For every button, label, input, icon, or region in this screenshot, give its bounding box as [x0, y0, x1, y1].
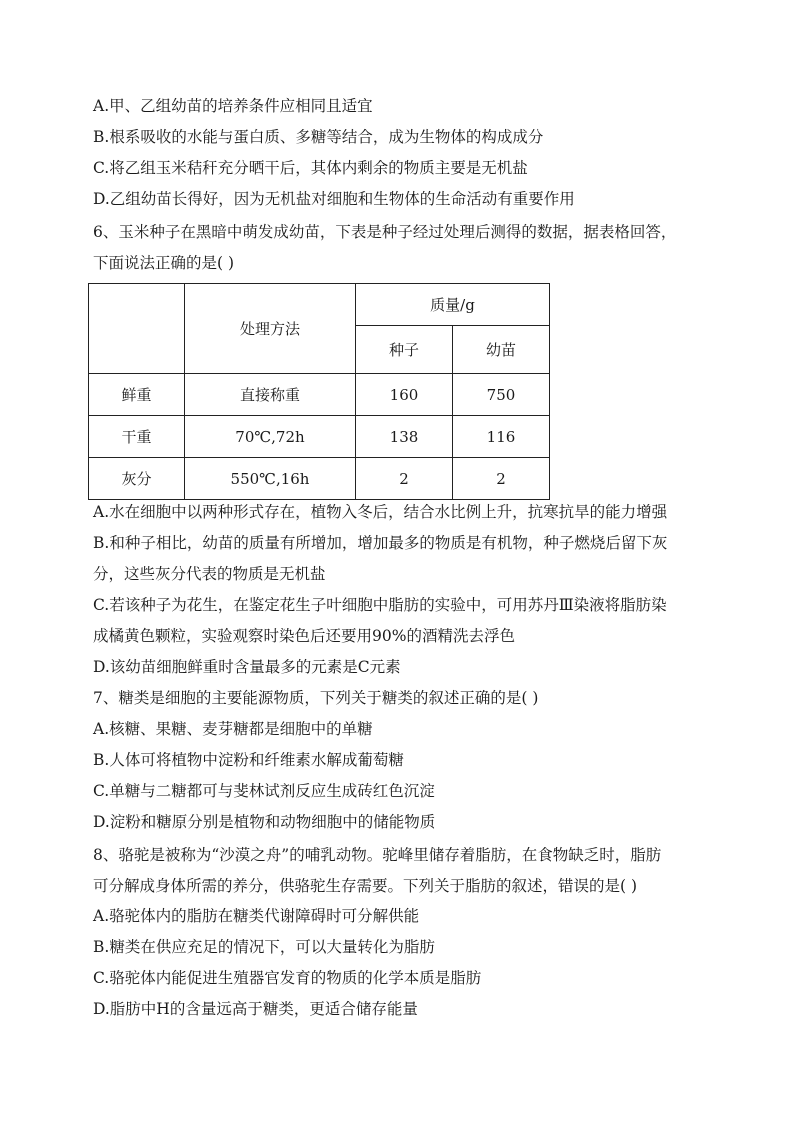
- q8-option-d: D.脂肪中H的含量远高于糖类，更适合储存能量: [93, 1000, 418, 1018]
- row-seed-value: 138: [356, 416, 453, 458]
- q6-option-a: A.水在细胞中以两种形式存在，植物入冬后，结合水比例上升，抗寒抗旱的能力增强: [93, 503, 668, 521]
- row-method: 70℃,72h: [185, 416, 356, 458]
- table-row: [89, 374, 550, 416]
- q6-option-c-cont: 成橘黄色颗粒，实验观察时染色后还要用90%的酒精洗去浮色: [93, 627, 515, 645]
- q6-option-d: D.该幼苗细胞鲜重时含量最多的元素是C元素: [93, 658, 401, 676]
- row-method: 550℃,16h: [185, 458, 356, 500]
- q7-option-a: A.核糖、果糖、麦芽糖都是细胞中的单糖: [93, 720, 373, 738]
- q8-option-a: A.骆驼体内的脂肪在糖类代谢障碍时可分解供能: [93, 907, 420, 925]
- q7-option-c: C.单糖与二糖都可与斐林试剂反应生成砖红色沉淀: [93, 782, 435, 800]
- row-label: 干重: [89, 416, 185, 458]
- q5-option-c: C.将乙组玉米秸秆充分晒干后，其体内剩余的物质主要是无机盐: [93, 159, 528, 177]
- table-row: [89, 416, 550, 458]
- seedling-header: 幼苗: [453, 326, 550, 374]
- q6-stem-line2: 下面说法正确的是( ): [93, 254, 235, 272]
- q6-data-table: [88, 283, 550, 500]
- table-row: [89, 458, 550, 500]
- q8-option-c: C.骆驼体内能促进生殖器官发育的物质的化学本质是脂肪: [93, 969, 482, 987]
- row-label: 灰分: [89, 458, 185, 500]
- q5-option-b: B.根系吸收的水能与蛋白质、多糖等结合，成为生物体的构成成分: [93, 128, 544, 146]
- q5-option-d: D.乙组幼苗长得好，因为无机盐对细胞和生物体的生命活动有重要作用: [93, 190, 575, 208]
- row-seed-value: 160: [356, 374, 453, 416]
- q7-option-b: B.人体可将植物中淀粉和纤维素水解成葡萄糖: [93, 751, 404, 769]
- row-label: 鲜重: [89, 374, 185, 416]
- q7-option-d: D.淀粉和糖原分别是植物和动物细胞中的储能物质: [93, 813, 436, 831]
- q8-stem-line1: 8、骆驼是被称为“沙漠之舟”的哺乳动物。驼峰里储存着脂肪，在食物缺乏时，脂肪: [93, 846, 662, 864]
- q6-option-c: C.若该种子为花生，在鉴定花生子叶细胞中脂肪的实验中，可用苏丹Ⅲ染液将脂肪染: [93, 596, 667, 614]
- row-seedling-value: 2: [453, 458, 550, 500]
- q6-option-b: B.和种子相比，幼苗的质量有所增加，增加最多的物质是有机物，种子燃烧后留下灰: [93, 534, 668, 552]
- row-seedling-value: 116: [453, 416, 550, 458]
- table-corner-cell: [89, 284, 185, 374]
- q6-option-b-cont: 分，这些灰分代表的物质是无机盐: [93, 565, 326, 583]
- row-seedling-value: 750: [453, 374, 550, 416]
- row-method: 直接称重: [185, 374, 356, 416]
- mass-header: 质量/g: [356, 284, 550, 326]
- q7-stem: 7、糖类是细胞的主要能源物质，下列关于糖类的叙述正确的是( ): [93, 689, 539, 707]
- row-seed-value: 2: [356, 458, 453, 500]
- q8-option-b: B.糖类在供应充足的情况下，可以大量转化为脂肪: [93, 938, 435, 956]
- q6-stem-line1: 6、玉米种子在黑暗中萌发成幼苗，下表是种子经过处理后测得的数据，据表格回答，: [93, 223, 677, 241]
- seed-header: 种子: [356, 326, 453, 374]
- q8-stem-line2: 可分解成身体所需的养分，供骆驼生存需要。下列关于脂肪的叙述，错误的是( ): [93, 877, 638, 895]
- q5-option-a: A.甲、乙组幼苗的培养条件应相同且适宜: [93, 97, 373, 115]
- method-header: 处理方法: [185, 284, 356, 374]
